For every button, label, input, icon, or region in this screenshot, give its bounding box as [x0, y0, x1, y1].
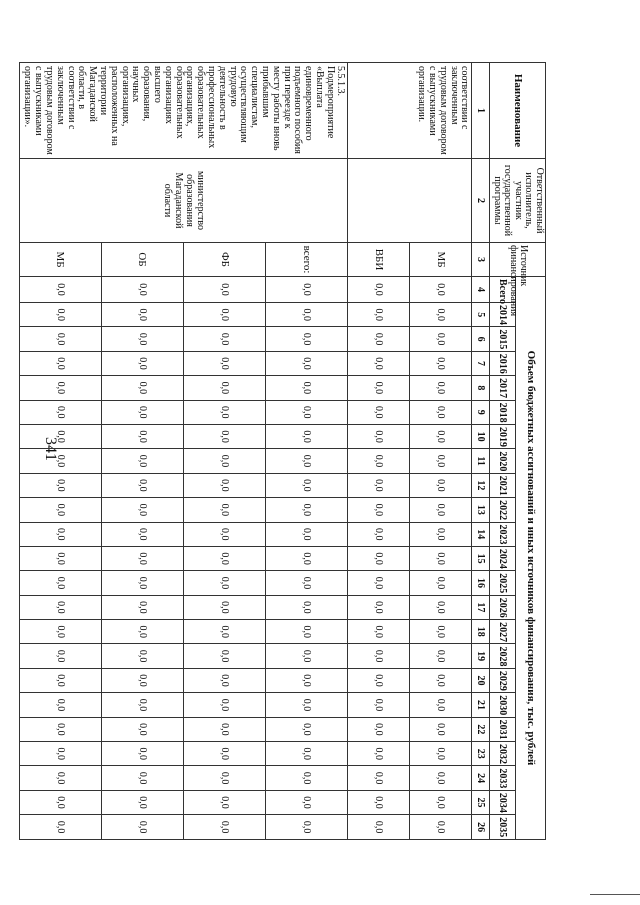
column-number: 15 — [472, 546, 490, 570]
header-year: 2033 — [490, 766, 516, 790]
row-source: МБ — [410, 243, 472, 277]
column-number: 5 — [472, 303, 490, 327]
row-value: 0,0 — [410, 351, 472, 375]
header-year: 2023 — [490, 522, 516, 546]
row-value: 0,0 — [348, 424, 410, 448]
row-value: 0,0 — [266, 815, 348, 840]
row-value: 0,0 — [348, 571, 410, 595]
row-source: МБ — [19, 243, 101, 277]
row-value: 0,0 — [348, 303, 410, 327]
column-number: 9 — [472, 400, 490, 424]
column-number: 11 — [472, 449, 490, 473]
header-total: Всего — [490, 277, 516, 303]
row-value: 0,0 — [184, 668, 266, 692]
row-value: 0,0 — [266, 449, 348, 473]
row-value: 0,0 — [184, 277, 266, 303]
row-value: 0,0 — [101, 693, 183, 717]
row-source: ОБ — [101, 243, 183, 277]
row-value: 0,0 — [19, 473, 101, 497]
row-value: 0,0 — [348, 376, 410, 400]
row-executor-block1 — [348, 159, 472, 243]
row-value: 0,0 — [410, 668, 472, 692]
row-value: 0,0 — [410, 376, 472, 400]
row-value: 0,0 — [101, 717, 183, 741]
row-source: всего: — [266, 243, 348, 277]
row-value: 0,0 — [101, 815, 183, 840]
header-year: 2027 — [490, 620, 516, 644]
row-value: 0,0 — [410, 644, 472, 668]
row-value: 0,0 — [19, 644, 101, 668]
row-value: 0,0 — [184, 449, 266, 473]
row-value: 0,0 — [410, 546, 472, 570]
column-number: 25 — [472, 790, 490, 814]
header-executor: Ответственный исполнитель, участник государственной программы — [490, 159, 546, 243]
row-value: 0,0 — [101, 790, 183, 814]
row-value: 0,0 — [19, 668, 101, 692]
header-year: 2015 — [490, 327, 516, 351]
header-year: 2017 — [490, 376, 516, 400]
row-value: 0,0 — [266, 766, 348, 790]
row-value: 0,0 — [101, 742, 183, 766]
row-value: 0,0 — [101, 473, 183, 497]
row-value: 0,0 — [101, 595, 183, 619]
column-number: 18 — [472, 620, 490, 644]
row-value: 0,0 — [410, 571, 472, 595]
row-value: 0,0 — [266, 424, 348, 448]
row-value: 0,0 — [266, 693, 348, 717]
row-value: 0,0 — [184, 473, 266, 497]
row-source: ФБ — [184, 243, 266, 277]
row-value: 0,0 — [348, 327, 410, 351]
row-value: 0,0 — [348, 351, 410, 375]
row-value: 0,0 — [101, 766, 183, 790]
column-number: 10 — [472, 424, 490, 448]
row-value: 0,0 — [19, 766, 101, 790]
row-value: 0,0 — [348, 449, 410, 473]
header-year: 2024 — [490, 546, 516, 570]
row-value: 0,0 — [101, 571, 183, 595]
row-value: 0,0 — [101, 424, 183, 448]
row-value: 0,0 — [348, 546, 410, 570]
row-value: 0,0 — [266, 473, 348, 497]
column-number: 1 — [472, 63, 490, 159]
row-value: 0,0 — [266, 717, 348, 741]
row-value: 0,0 — [19, 327, 101, 351]
row-value: 0,0 — [184, 790, 266, 814]
column-number: 21 — [472, 693, 490, 717]
header-year: 2020 — [490, 449, 516, 473]
row-value: 0,0 — [184, 571, 266, 595]
row-value: 0,0 — [410, 522, 472, 546]
header-year: 2014 — [490, 303, 516, 327]
column-number: 19 — [472, 644, 490, 668]
column-number: 7 — [472, 351, 490, 375]
table-row — [410, 63, 472, 840]
row-value: 0,0 — [410, 595, 472, 619]
column-number: 22 — [472, 717, 490, 741]
row-value: 0,0 — [348, 693, 410, 717]
row-value: 0,0 — [101, 303, 183, 327]
row-value: 0,0 — [19, 449, 101, 473]
column-number: 4 — [472, 277, 490, 303]
row-value: 0,0 — [266, 327, 348, 351]
row-value: 0,0 — [184, 303, 266, 327]
column-number: 26 — [472, 815, 490, 840]
row-value: 0,0 — [184, 595, 266, 619]
header-year: 2022 — [490, 498, 516, 522]
row-value: 0,0 — [348, 277, 410, 303]
column-number: 13 — [472, 498, 490, 522]
column-number: 12 — [472, 473, 490, 497]
row-value: 0,0 — [184, 376, 266, 400]
header-year: 2028 — [490, 644, 516, 668]
row-value: 0,0 — [19, 595, 101, 619]
row-value: 0,0 — [184, 644, 266, 668]
row-value: 0,0 — [19, 424, 101, 448]
column-number: 16 — [472, 571, 490, 595]
header-year: 2034 — [490, 790, 516, 814]
row-value: 0,0 — [348, 498, 410, 522]
row-value: 0,0 — [19, 693, 101, 717]
row-value: 0,0 — [410, 327, 472, 351]
row-value: 0,0 — [266, 742, 348, 766]
row-value: 0,0 — [410, 815, 472, 840]
row-value: 0,0 — [19, 790, 101, 814]
row-value: 0,0 — [348, 766, 410, 790]
row-value: 0,0 — [101, 351, 183, 375]
header-funding-group: Объем бюджетных ассигнований и иных источников финансирования, тыс. рублей — [516, 277, 546, 840]
row-value: 0,0 — [266, 571, 348, 595]
header-name: Наименование — [490, 63, 546, 159]
row-value: 0,0 — [348, 742, 410, 766]
row-value: 0,0 — [184, 693, 266, 717]
row-value: 0,0 — [184, 400, 266, 424]
funding-table — [19, 62, 546, 840]
row-value: 0,0 — [19, 546, 101, 570]
header-year: 2026 — [490, 595, 516, 619]
row-value: 0,0 — [101, 376, 183, 400]
row-value: 0,0 — [266, 595, 348, 619]
row-value: 0,0 — [266, 376, 348, 400]
row-value: 0,0 — [348, 522, 410, 546]
row-value: 0,0 — [101, 449, 183, 473]
row-value: 0,0 — [410, 742, 472, 766]
row-name-block2: 5.5.1.3. Подмероприятие «Выплата единовременного подъемного пособия при переезде к месту работы вновь прибывшим специалистам, осуществляющим трудовую деятельность в профессиональных образовательных организациях, образовательных организациях высшего образования, научных организациях, расположенных на территории Магаданской области, в соответствии с заключенным трудовым договором с выпускниками организации». — [19, 63, 348, 159]
row-value: 0,0 — [101, 546, 183, 570]
column-number: 23 — [472, 742, 490, 766]
column-number: 14 — [472, 522, 490, 546]
header-year: 2035 — [490, 815, 516, 840]
row-value: 0,0 — [184, 815, 266, 840]
header-row-numbers — [472, 63, 490, 840]
column-number: 17 — [472, 595, 490, 619]
row-value: 0,0 — [348, 620, 410, 644]
row-value: 0,0 — [184, 766, 266, 790]
row-value: 0,0 — [410, 693, 472, 717]
row-value: 0,0 — [266, 620, 348, 644]
row-value: 0,0 — [348, 717, 410, 741]
table-row — [266, 63, 348, 840]
row-value: 0,0 — [184, 742, 266, 766]
row-value: 0,0 — [184, 717, 266, 741]
row-value: 0,0 — [348, 815, 410, 840]
row-value: 0,0 — [266, 546, 348, 570]
header-year: 2018 — [490, 400, 516, 424]
row-value: 0,0 — [101, 498, 183, 522]
row-value: 0,0 — [410, 620, 472, 644]
column-number: 8 — [472, 376, 490, 400]
row-value: 0,0 — [19, 351, 101, 375]
column-number: 20 — [472, 668, 490, 692]
row-value: 0,0 — [184, 522, 266, 546]
row-value: 0,0 — [266, 303, 348, 327]
row-value: 0,0 — [101, 277, 183, 303]
row-value: 0,0 — [410, 498, 472, 522]
header-row-group — [516, 63, 546, 840]
row-value: 0,0 — [266, 522, 348, 546]
row-value: 0,0 — [410, 473, 472, 497]
row-value: 0,0 — [348, 644, 410, 668]
row-value: 0,0 — [266, 668, 348, 692]
row-value: 0,0 — [410, 424, 472, 448]
row-value: 0,0 — [184, 546, 266, 570]
row-value: 0,0 — [266, 498, 348, 522]
header-year: 2030 — [490, 693, 516, 717]
row-source: ВБИ — [348, 243, 410, 277]
header-year: 2025 — [490, 571, 516, 595]
row-value: 0,0 — [410, 449, 472, 473]
header-year: 2021 — [490, 473, 516, 497]
row-value: 0,0 — [410, 400, 472, 424]
row-value: 0,0 — [184, 327, 266, 351]
row-value: 0,0 — [19, 303, 101, 327]
bottom-rule — [590, 894, 640, 895]
header-source: Источник финансирования — [490, 243, 546, 277]
row-value: 0,0 — [410, 766, 472, 790]
row-value: 0,0 — [101, 522, 183, 546]
row-value: 0,0 — [266, 277, 348, 303]
row-value: 0,0 — [184, 424, 266, 448]
row-value: 0,0 — [348, 668, 410, 692]
row-value: 0,0 — [410, 303, 472, 327]
row-value: 0,0 — [184, 351, 266, 375]
row-value: 0,0 — [101, 327, 183, 351]
row-value: 0,0 — [184, 620, 266, 644]
row-value: 0,0 — [19, 277, 101, 303]
header-year: 2031 — [490, 717, 516, 741]
row-value: 0,0 — [19, 620, 101, 644]
column-number: 3 — [472, 243, 490, 277]
row-value: 0,0 — [410, 717, 472, 741]
page-number: 341 — [42, 437, 59, 461]
row-value: 0,0 — [19, 498, 101, 522]
row-value: 0,0 — [348, 400, 410, 424]
row-value: 0,0 — [410, 277, 472, 303]
row-value: 0,0 — [19, 815, 101, 840]
row-executor-block2: министерство образования Магаданской области — [19, 159, 348, 243]
header-year: 2019 — [490, 424, 516, 448]
row-name-block1: соответствии с заключенным трудовым договором с выпускниками организации. — [348, 63, 472, 159]
row-value: 0,0 — [266, 400, 348, 424]
row-value: 0,0 — [266, 644, 348, 668]
row-value: 0,0 — [19, 717, 101, 741]
row-value: 0,0 — [101, 644, 183, 668]
column-number: 6 — [472, 327, 490, 351]
row-value: 0,0 — [101, 620, 183, 644]
row-value: 0,0 — [19, 400, 101, 424]
row-value: 0,0 — [266, 790, 348, 814]
row-value: 0,0 — [19, 522, 101, 546]
row-value: 0,0 — [19, 742, 101, 766]
row-value: 0,0 — [19, 376, 101, 400]
row-value: 0,0 — [19, 571, 101, 595]
column-number: 24 — [472, 766, 490, 790]
row-value: 0,0 — [348, 473, 410, 497]
row-value: 0,0 — [266, 351, 348, 375]
row-value: 0,0 — [101, 400, 183, 424]
header-year: 2032 — [490, 742, 516, 766]
row-value: 0,0 — [348, 595, 410, 619]
row-value: 0,0 — [184, 498, 266, 522]
header-year: 2016 — [490, 351, 516, 375]
row-value: 0,0 — [410, 790, 472, 814]
column-number: 2 — [472, 159, 490, 243]
row-value: 0,0 — [101, 668, 183, 692]
row-value: 0,0 — [348, 790, 410, 814]
header-year: 2029 — [490, 668, 516, 692]
